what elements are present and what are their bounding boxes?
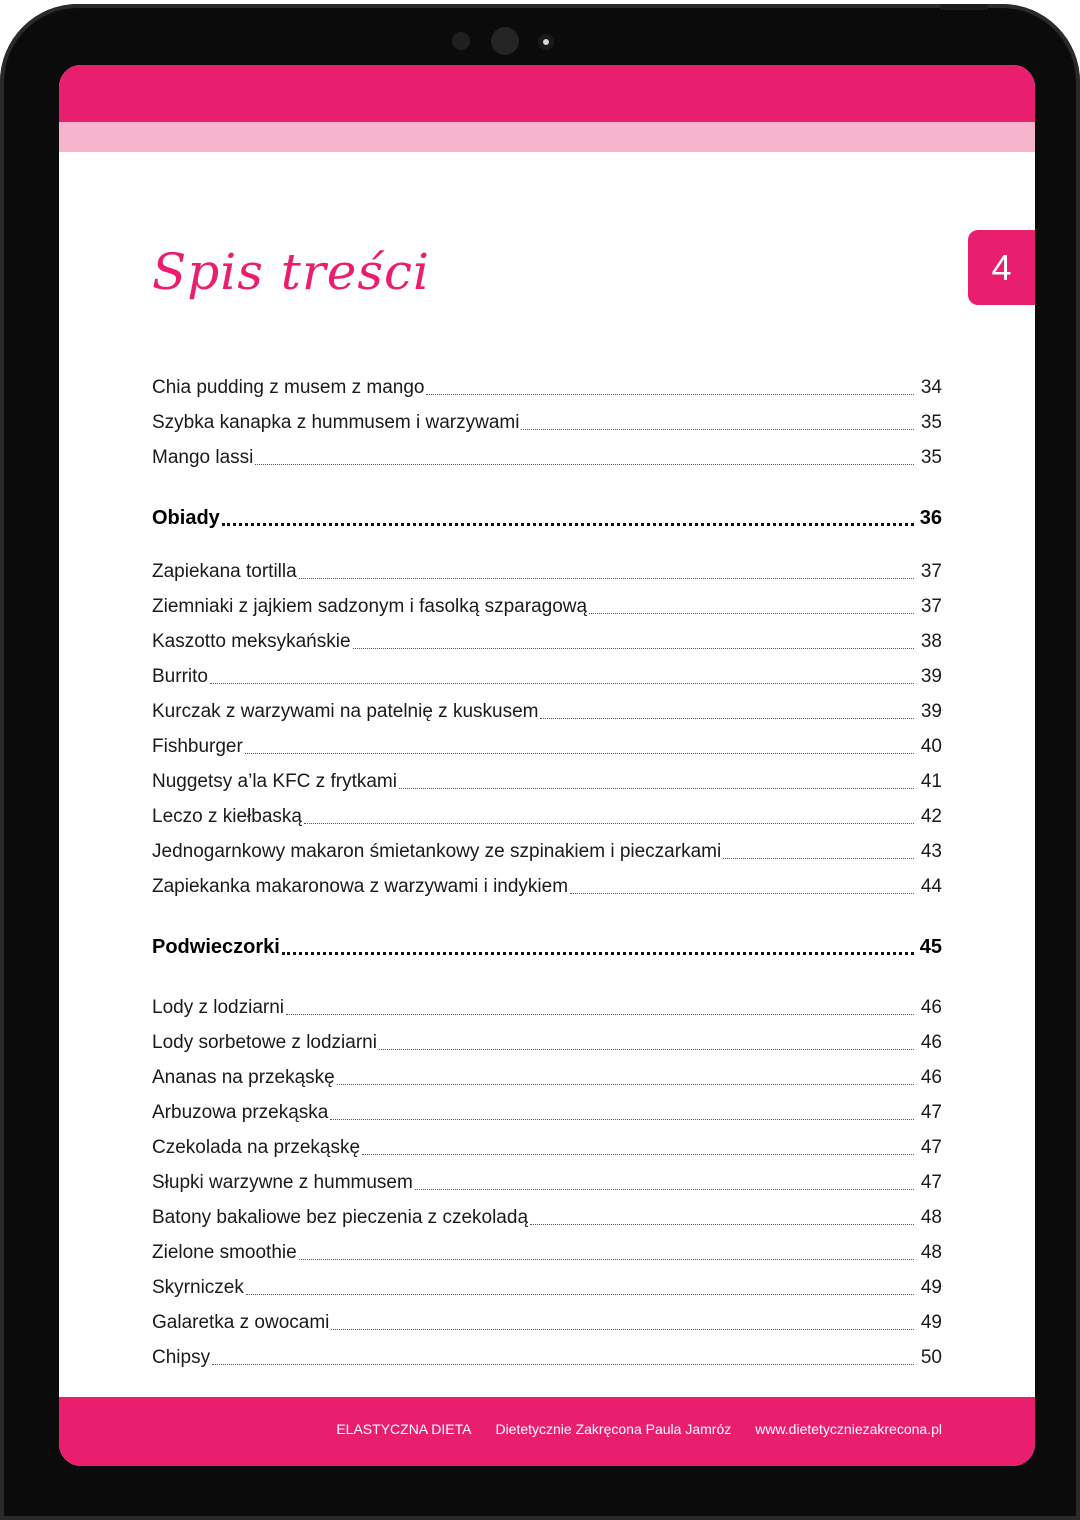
toc-leader-dots bbox=[723, 858, 914, 859]
toc-leader-dots bbox=[330, 1119, 914, 1120]
toc-entry-row[interactable] bbox=[152, 834, 942, 864]
toc-leader-dots bbox=[530, 1224, 914, 1225]
toc-entry-label: Chipsy bbox=[152, 1347, 211, 1368]
toc-page-number: 39 bbox=[920, 666, 942, 687]
toc-leader-dots bbox=[286, 1014, 914, 1015]
toc-entry-row[interactable] bbox=[152, 1025, 942, 1055]
toc-entry-row[interactable] bbox=[152, 370, 942, 400]
toc-section-label: Obiady bbox=[152, 507, 220, 529]
toc-leader-dots bbox=[222, 523, 914, 526]
toc-entry-label: Jednogarnkowy makaron śmietankowy ze szpinakiem i pieczarkami bbox=[152, 841, 722, 862]
toc-entry-row[interactable] bbox=[152, 405, 942, 435]
footer-brand: ELASTYCZNA DIETA bbox=[336, 1421, 472, 1437]
footer-author: Dietetycznie Zakręcona Paula Jamróz bbox=[495, 1421, 732, 1437]
toc-entry-label: Zielone smoothie bbox=[152, 1242, 297, 1263]
toc-entry-row[interactable] bbox=[152, 1340, 942, 1370]
toc-page-number: 35 bbox=[920, 447, 942, 468]
toc-page-number: 43 bbox=[920, 841, 942, 862]
toc-entry-row[interactable] bbox=[152, 1200, 942, 1230]
toc-page-number: 34 bbox=[920, 377, 942, 398]
toc-entry-row[interactable] bbox=[152, 1235, 942, 1265]
toc-leader-dots bbox=[331, 1329, 914, 1330]
toc-entry-label: Mango lassi bbox=[152, 447, 254, 468]
toc-page-number: 44 bbox=[920, 876, 942, 897]
toc-leader-dots bbox=[379, 1049, 914, 1050]
footer-website[interactable]: www.dietetyczniezakrecona.pl bbox=[755, 1421, 942, 1437]
toc-entry-label: Batony bakaliowe bez pieczenia z czekoladą bbox=[152, 1207, 529, 1228]
toc-entry-label: Lody z lodziarni bbox=[152, 997, 285, 1018]
toc-leader-dots bbox=[299, 578, 914, 579]
page-title: Spis treści bbox=[152, 243, 431, 301]
toc-page-number: 39 bbox=[920, 701, 942, 722]
toc-entry-label: Zapiekanka makaronowa z warzywami i indykiem bbox=[152, 876, 569, 897]
sensor-icon bbox=[452, 32, 470, 50]
toc-entry-row[interactable] bbox=[152, 1165, 942, 1195]
toc-page-number: 49 bbox=[920, 1277, 942, 1298]
toc-entry-label: Kurczak z warzywami na patelnię z kuskusem bbox=[152, 701, 539, 722]
toc-page-number: 35 bbox=[920, 412, 942, 433]
toc-leader-dots bbox=[299, 1259, 914, 1260]
toc-page-number: 49 bbox=[920, 1312, 942, 1333]
toc-leader-dots bbox=[246, 1294, 914, 1295]
toc-entry-label: Zapiekana tortilla bbox=[152, 561, 297, 582]
document-page bbox=[59, 65, 1035, 1466]
toc-entry-label: Skyrniczek bbox=[152, 1277, 244, 1298]
toc-leader-dots bbox=[245, 753, 914, 754]
toc-page-number: 48 bbox=[920, 1242, 942, 1263]
toc-entry-row[interactable] bbox=[152, 869, 942, 899]
header-band bbox=[59, 65, 1035, 122]
toc-page-number: 46 bbox=[920, 1032, 942, 1053]
toc-entry-row[interactable] bbox=[152, 1305, 942, 1335]
toc-leader-dots bbox=[304, 823, 914, 824]
footer bbox=[336, 1421, 942, 1437]
toc-entry-label: Galaretka z owocami bbox=[152, 1312, 330, 1333]
toc-page-number: 47 bbox=[920, 1137, 942, 1158]
toc-page-number: 36 bbox=[919, 507, 942, 529]
toc-page-number: 46 bbox=[920, 1067, 942, 1088]
power-button bbox=[940, 4, 988, 10]
toc-entry-row[interactable] bbox=[152, 764, 942, 794]
toc-leader-dots bbox=[337, 1084, 914, 1085]
toc-entry-label: Leczo z kiełbaską bbox=[152, 806, 302, 827]
toc-leader-dots bbox=[255, 464, 914, 465]
toc-leader-dots bbox=[399, 788, 914, 789]
toc-page-number: 50 bbox=[920, 1347, 942, 1368]
toc-entry-label: Kaszotto meksykańskie bbox=[152, 631, 351, 652]
toc-entry-row[interactable] bbox=[152, 1095, 942, 1125]
toc-entry-row[interactable] bbox=[152, 659, 942, 689]
camera-icon bbox=[491, 27, 519, 55]
toc-entry-row[interactable] bbox=[152, 589, 942, 619]
toc-leader-dots bbox=[282, 952, 914, 955]
toc-page-number: 48 bbox=[920, 1207, 942, 1228]
toc-entry-row[interactable] bbox=[152, 554, 942, 584]
toc-leader-dots bbox=[362, 1154, 914, 1155]
toc-section-row[interactable] bbox=[152, 500, 942, 530]
toc-page-number: 38 bbox=[920, 631, 942, 652]
camera-lens-icon bbox=[538, 34, 554, 50]
toc-entry-label: Słupki warzywne z hummusem bbox=[152, 1172, 413, 1193]
toc-page-number: 40 bbox=[920, 736, 942, 757]
toc-leader-dots bbox=[589, 613, 914, 614]
toc-entry-row[interactable] bbox=[152, 1060, 942, 1090]
toc-entry-row[interactable] bbox=[152, 729, 942, 759]
toc-entry-row[interactable] bbox=[152, 799, 942, 829]
toc-entry-label: Nuggetsy a’la KFC z frytkami bbox=[152, 771, 397, 792]
toc-page-number: 45 bbox=[919, 936, 942, 958]
toc-page-number: 41 bbox=[920, 771, 942, 792]
toc-entry-label: Ananas na przekąskę bbox=[152, 1067, 335, 1088]
toc-entry-label: Chia pudding z musem z mango bbox=[152, 377, 425, 398]
toc-section-label: Podwieczorki bbox=[152, 936, 280, 958]
toc-entry-label: Czekolada na przekąskę bbox=[152, 1137, 361, 1158]
toc-leader-dots bbox=[540, 718, 914, 719]
toc-entry-label: Ziemniaki z jajkiem sadzonym i fasolką szparagową bbox=[152, 596, 588, 617]
toc-entry-row[interactable] bbox=[152, 1130, 942, 1160]
tablet-frame bbox=[0, 4, 1080, 1520]
header-stripe bbox=[59, 122, 1035, 152]
toc-page-number: 46 bbox=[920, 997, 942, 1018]
toc-leader-dots bbox=[212, 1364, 914, 1365]
toc-entry-row[interactable] bbox=[152, 990, 942, 1020]
toc-page-number: 37 bbox=[920, 596, 942, 617]
toc-entry-label: Burrito bbox=[152, 666, 208, 687]
toc-entry-row[interactable] bbox=[152, 440, 942, 470]
toc-entry-row[interactable] bbox=[152, 1270, 942, 1300]
toc-leader-dots bbox=[415, 1189, 914, 1190]
toc-leader-dots bbox=[521, 429, 914, 430]
toc-page-number: 47 bbox=[920, 1172, 942, 1193]
toc-page-number: 42 bbox=[920, 806, 942, 827]
toc-section-row[interactable] bbox=[152, 929, 942, 959]
toc-leader-dots bbox=[426, 394, 914, 395]
toc-leader-dots bbox=[353, 648, 914, 649]
toc-entry-label: Fishburger bbox=[152, 736, 243, 757]
toc-page-number: 37 bbox=[920, 561, 942, 582]
toc-entry-row[interactable] bbox=[152, 694, 942, 724]
toc-entry-label: Lody sorbetowe z lodziarni bbox=[152, 1032, 377, 1053]
toc-leader-dots bbox=[210, 683, 914, 684]
toc-entry-label: Arbuzowa przekąska bbox=[152, 1102, 329, 1123]
toc-page-number: 47 bbox=[920, 1102, 942, 1123]
toc-entry-label: Szybka kanapka z hummusem i warzywami bbox=[152, 412, 520, 433]
page-number-tab: 4 bbox=[968, 230, 1035, 305]
toc-leader-dots bbox=[570, 893, 914, 894]
toc-entry-row[interactable] bbox=[152, 624, 942, 654]
